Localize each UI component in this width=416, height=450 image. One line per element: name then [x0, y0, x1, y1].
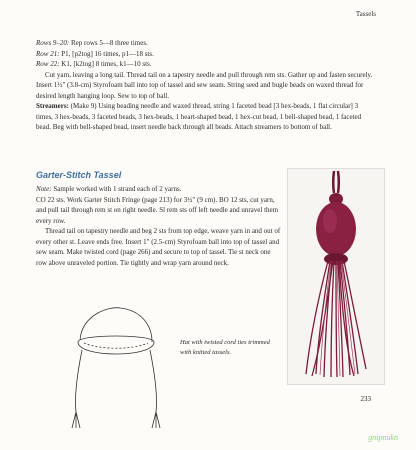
section-heading: Garter-Stitch Tassel	[36, 170, 122, 180]
tassel-image	[288, 169, 384, 384]
illustration-caption: Hat with twisted cord ties trimmed with knitted tassels.	[180, 339, 270, 356]
running-header: Tassels	[355, 10, 376, 18]
hat-drawing	[60, 300, 170, 435]
row-22	[36, 59, 376, 70]
tassel-photo	[287, 168, 385, 385]
row-label: Row 21:	[36, 49, 60, 58]
assembly-paragraph: Thread tail on tapestry needle and beg 2 sts from top edge, weave yarn in and out of every other st. Leave ends free. Insert 1" (2.5-cm) Styrofoam ball into top of tassel and sew seam. Make twisted cord (page 266) and secure to top of tassel. Tie st neck one row above unraveled portion. Tie tightly and wrap yarn around neck.	[36, 227, 281, 267]
streamers-paragraph	[36, 101, 376, 133]
row-text: K1, [k2tog] 8 times, k1—10 sts.	[61, 60, 152, 68]
hat-illustration	[60, 300, 170, 435]
instructions-block	[36, 38, 376, 133]
streamers-label: Streamers:	[36, 102, 69, 110]
row-text: P1, [p2tog] 16 times, p1—18 sts.	[61, 49, 154, 58]
row-text: Rep rows 5—8 three times.	[71, 39, 148, 47]
cast-on-paragraph: CO 22 sts. Work Garter Stitch Fringe (page 213) for 3½" (9 cm). BO 12 sts, cut yarn, and pull tail through rem st on right needle. Sl rem sts off left needle and unravel them every row.	[36, 195, 279, 225]
garter-instructions	[36, 184, 282, 268]
watermark: gnipnukn	[368, 433, 398, 442]
note-paragraph	[36, 184, 282, 195]
row-9-20	[36, 38, 376, 49]
row-label: Rows 9–20:	[36, 39, 70, 47]
note-label: Note:	[36, 185, 52, 193]
note-text: Sample worked with 1 strand each of 2 yarns.	[53, 185, 182, 193]
finishing-paragraph: Cut yarn, leaving a long tail. Thread tail on a tapestry needle and pull through rem sts. Gather up and fasten securely. Insert 1½" (3.8-cm) Styrofoam ball into top of tassel and sew seam. String seed and bugle beads on waxed thread for desired length hanging loop. Sew to top of ball.	[36, 70, 373, 100]
row-label: Row 22:	[36, 60, 60, 68]
row-21	[36, 49, 376, 60]
streamers-text: (Make 9) Using beading needle and waxed thread, string 1 faceted bead [3 hex-beads, 1 flat circular] 3 times, 3 hex-beads, 3 faceted beads, 3 hex-beads, 1 heart-shaped bead, 1 hex-cut bead, 1 bell-shaped bead, 1 faceted bead. Beg with bell-shaped bead, insert needle back through all beads. Attach streamers to bottom of ball.	[36, 102, 362, 131]
page-number: 233	[360, 395, 371, 403]
